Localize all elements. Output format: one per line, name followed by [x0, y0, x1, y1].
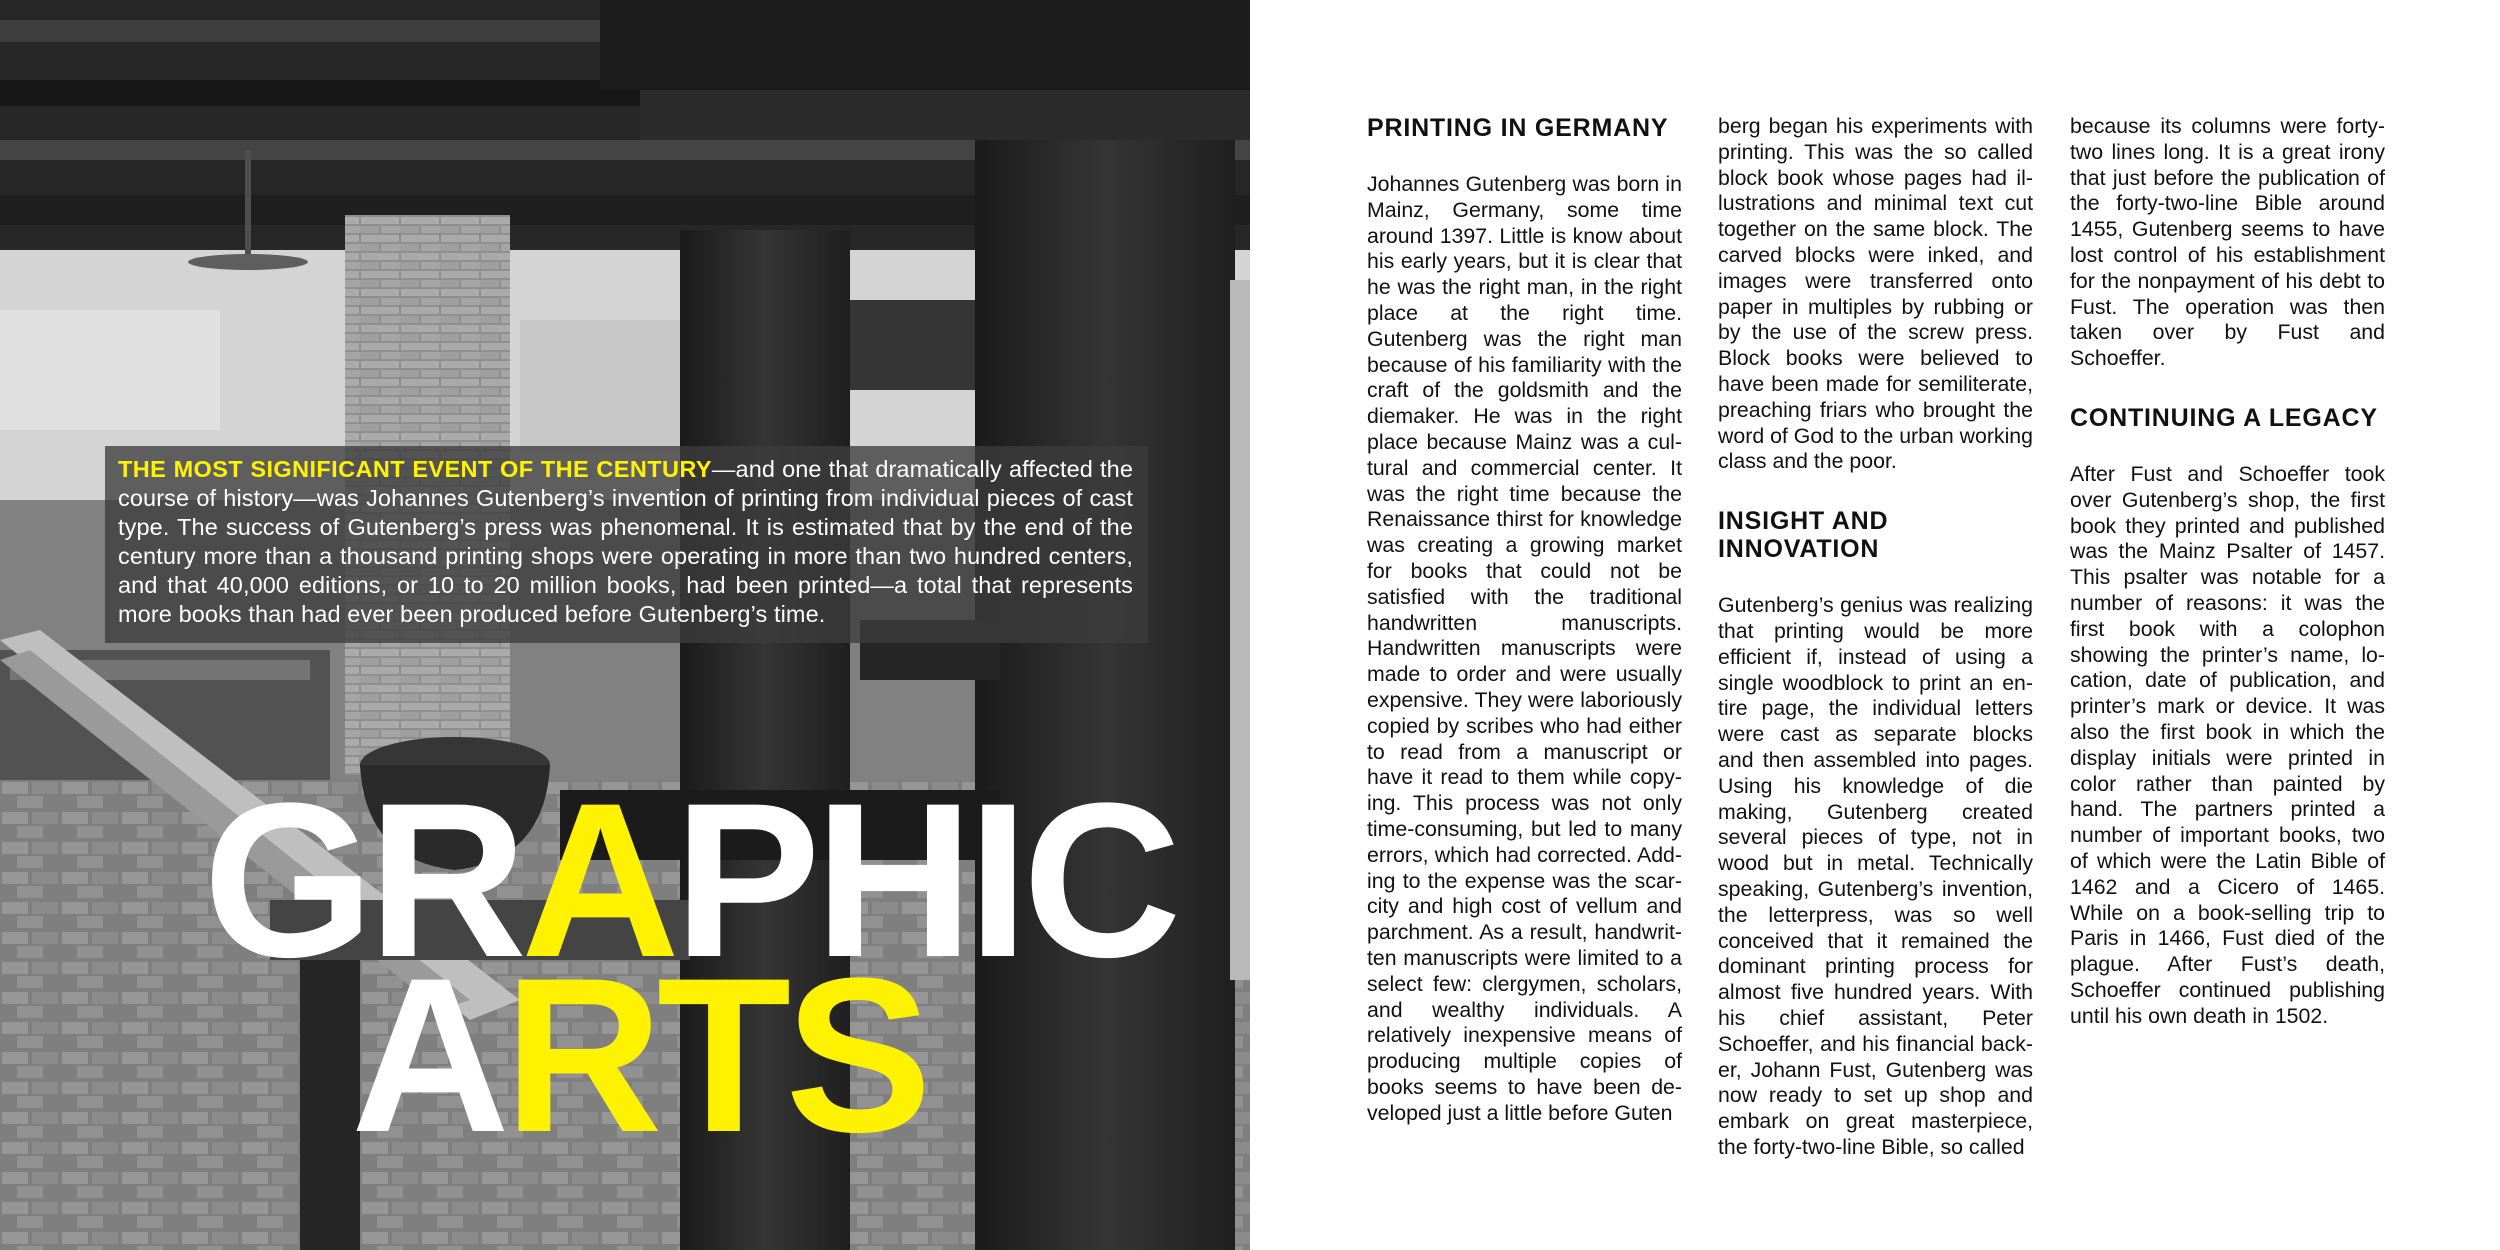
title-segment-a-yellow: A [521, 757, 674, 1003]
intro-caption [118, 455, 1133, 629]
article-column-3 [2070, 114, 2385, 1030]
title-segment-gr: GR [203, 757, 521, 1003]
caption-body: —and one that dramatically affected the course of history—was Johannes Gutenberg’s invention of printing from individual pieces of cast type. The success of Gutenberg’s press was phenomenal. It is estimated that by the end of the century more than a thousand printing shops were operating in more than two hundred centers, and that 40,000 editions, or 10 to 20 million books, had been printed—a total that represents more books than had ever been produced before Gutenberg’s time. [118, 456, 1133, 627]
caption-lead: THE MOST SIGNIFICANT EVENT OF THE CENTURY [118, 456, 712, 482]
title-segment-phic: PHIC [673, 757, 1176, 1003]
heading-continuing-a-legacy: CONTINUING A LEGACY [2070, 403, 2378, 432]
title-line-2 [351, 932, 926, 1178]
title-segment-a: A [351, 932, 504, 1178]
heading-insight-and-innovation: INSIGHT AND INNOVATION [1718, 507, 1889, 564]
right-page-article [1250, 0, 2500, 1250]
column-2-text-top: berg began his experiments with printing. This was the so called block book whose pages had illustrations and minimal text cut together on the same block. The carved blocks were inked, and images were transferred onto paper in multiples by rubbing or by the use of the screw press. Block books were believed to have been made for semiliterate, preaching friars who brought the word of God to the urban working class and the poor. [1718, 114, 2033, 474]
column-3-text-top: because its columns were forty-two lines long. It is a great irony that just before the publication of the forty-two-line Bible around 1455, Gutenberg seems to have lost control of his establishment for the nonpayment of his debt to Fust. The operation was then taken over by Fust and Schoeffer. [2070, 114, 2385, 371]
column-2-text-bottom: Gutenberg’s genius was realizing that printing would be more efficient if, instead of using a single woodblock to print an entire page, the individual letters were cast as separate blocks and then assembled into pages. Using his knowledge of die making, Gutenberg created several pieces of type, not in wood but in metal. Technically speaking, Gutenberg’s invention, the letterpress, was so well conceived that it remained the dominant printing process for almost five hundred years. With his chief assistant, Peter Schoeffer, and his financial backer, Johann Fust, Gutenberg was now ready to set up shop and embark on great masterpiece, the forty-two-line Bible, so called [1718, 593, 2033, 1159]
article-column-2 [1718, 114, 2033, 1161]
article-column-1 [1367, 114, 1682, 1126]
title-segment-rts-yellow: RTS [503, 932, 926, 1178]
column-3-text-bottom: After Fust and Schoeffer took over Gutenberg’s shop, the first book they printed and published was the Mainz Psalter of 1457. This psalter was notable for a number of reasons: it was the first book with a colophon showing the printer’s name, location, date of publication, and printer’s mark or device. It was also the first book in which the display initials were printed in color rather than painted by hand. The partners printed a number of important books, two of which were the Latin Bible of 1462 and a Cicero of 1465. While on a book-selling trip to Paris in 1466, Fust died of the plague. After Fust’s death, Schoeffer continued publishing until his own death in 1502. [2070, 461, 2385, 1028]
heading-printing-in-germany: PRINTING IN GERMANY [1367, 114, 1669, 142]
column-1-text: Johannes Gutenberg was born in Mainz, Germany, some time around 1397. Little is know about his early years, but it is clear that he was the right man, in the right place at the right time. Gutenberg was the right man because of his familiarity with the craft of the goldsmith and the diemaker. He was in the right place because Mainz was a cultural and commercial center. It was the right time because the Renaissance thirst for knowledge was creating a growing market for books that could not be satisfied with the traditional handwritten manuscripts. Handwritten manuscripts were made to order and were usually expensive. They were laboriously copied by scribes who had either to read from a manuscript or have it read to them while copying. This process was not only time-consuming, but led to many errors, which had corrected. Adding to the expense was the scarcity and high cost of vellum and parchment. As a result, handwritten manuscripts were limited to a select few: clergymen, scholars, and wealthy individuals. A relatively inexpensive means of producing multiple copies of books seems to have been developed just a little before Guten [1367, 172, 1682, 1125]
